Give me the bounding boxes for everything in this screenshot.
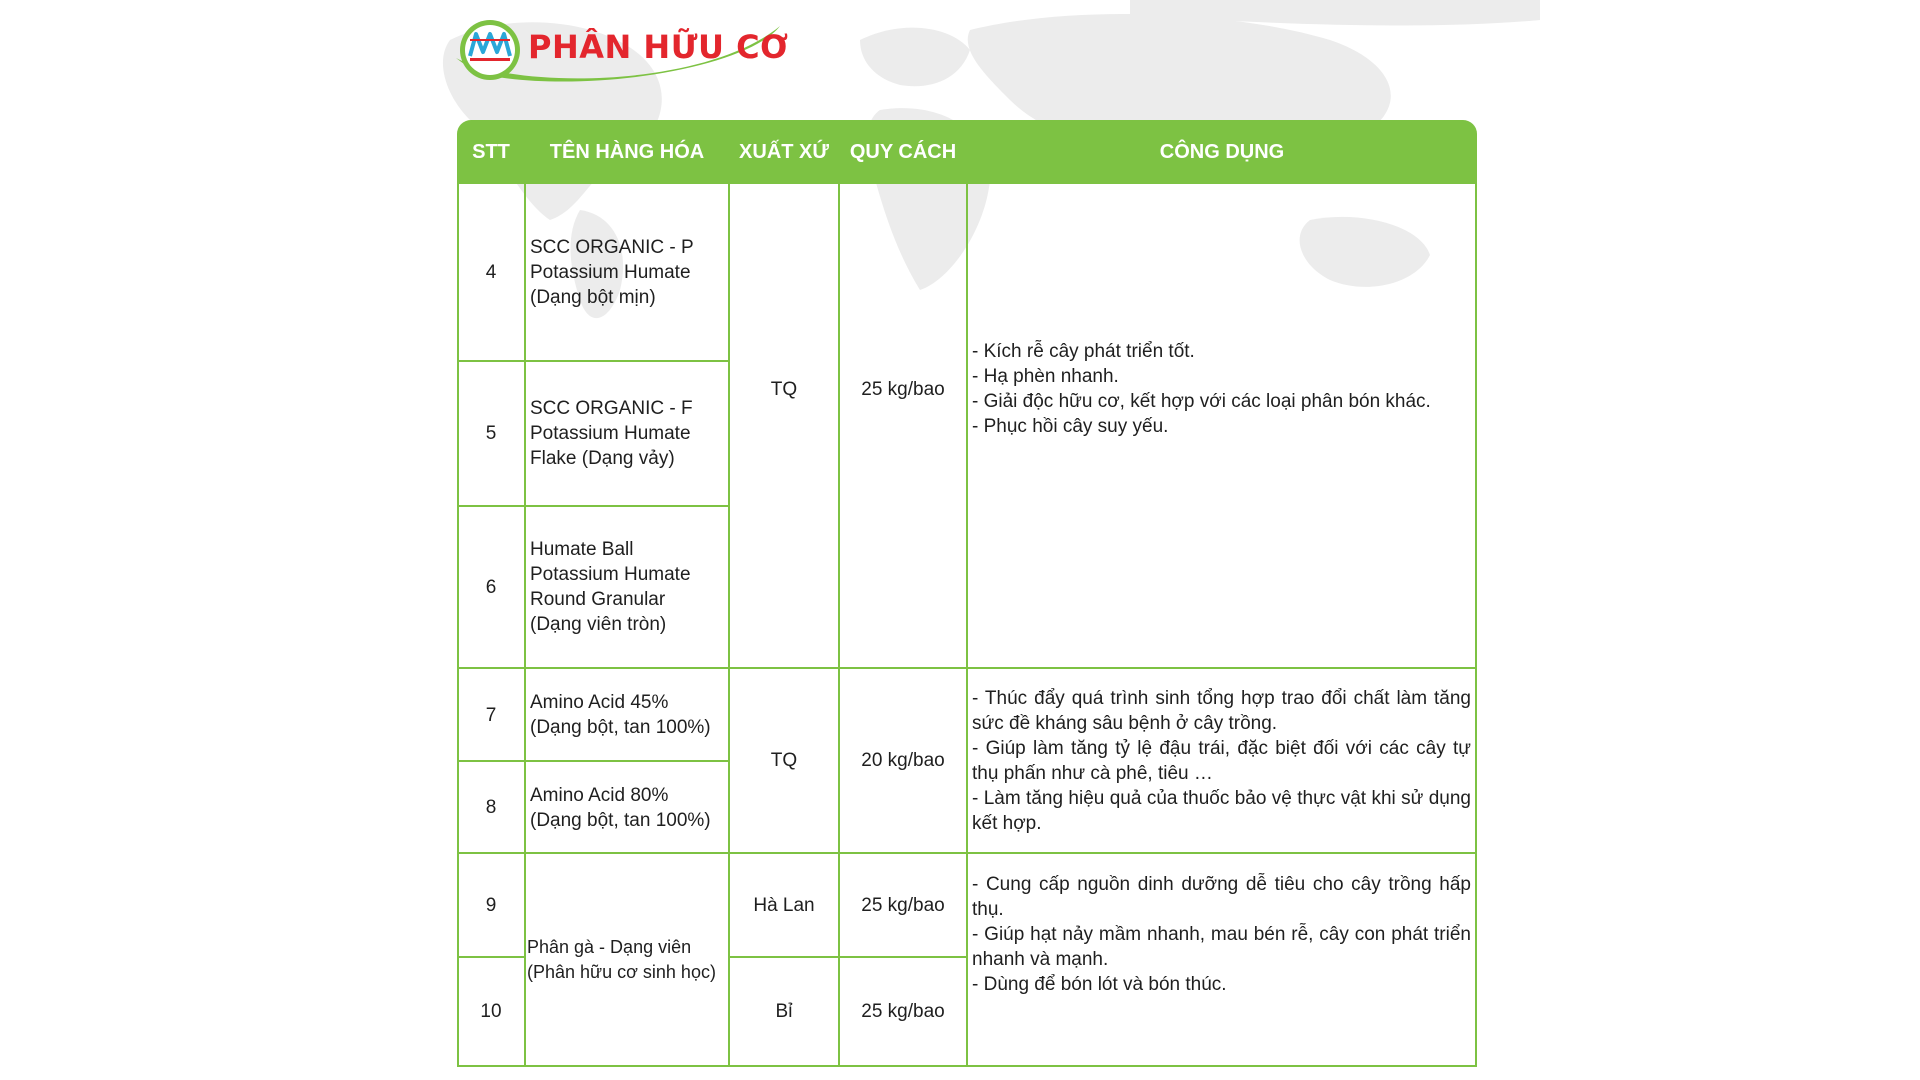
name-line: Amino Acid 45% xyxy=(530,692,669,713)
name-line: (Dạng bột mịn) xyxy=(530,287,656,308)
header-name: TÊN HÀNG HÓA xyxy=(549,140,705,163)
header-stt: STT xyxy=(472,140,510,163)
stt-cell: 5 xyxy=(485,423,497,444)
spec-cell: 25 kg/bao xyxy=(861,894,945,916)
usage-line: - Kích rễ cây phát triển tốt. xyxy=(972,341,1195,362)
product-table xyxy=(457,120,1477,1067)
table-header xyxy=(457,120,1477,184)
name-line: Potassium Humate xyxy=(530,262,691,283)
usage-line: - Giải độc hữu cơ, kết hợp với các loại phân bón khác. xyxy=(972,391,1431,412)
origin-cell: TQ xyxy=(770,750,798,771)
name-cell xyxy=(525,762,729,853)
name-line: Potassium Humate xyxy=(530,423,691,444)
name-line: Potassium Humate xyxy=(530,564,691,585)
usage-line: - Làm tăng hiệu quả của thuốc bảo vệ thực vật khi sử dụng kết hợp. xyxy=(972,787,1471,834)
origin-cell: TQ xyxy=(770,378,798,400)
usage-line: - Phục hồi cây suy yếu. xyxy=(972,416,1169,437)
origin-cell: Bỉ xyxy=(775,1001,793,1022)
name-line: SCC ORGANIC - F xyxy=(530,398,693,419)
header-usage: CÔNG DỤNG xyxy=(1159,140,1285,163)
usage-cell xyxy=(967,184,1477,594)
name-line: Flake (Dạng vảy) xyxy=(530,448,675,469)
header-origin: XUẤT XỨ xyxy=(739,140,829,163)
usage-line: - Cung cấp nguồn dinh dưỡng dễ tiêu cho cây trồng hấp thụ. xyxy=(972,873,1471,920)
name-line: Round Granular xyxy=(530,589,666,610)
stt-cell: 4 xyxy=(485,262,497,283)
usage-line: - Hạ phèn nhanh. xyxy=(972,366,1119,387)
spec-cell: 25 kg/bao xyxy=(861,1001,945,1022)
stt-cell: 10 xyxy=(480,1001,502,1022)
origin-cell: Hà Lan xyxy=(753,894,815,916)
usage-line: - Thúc đẩy quá trình sinh tổng hợp trao đổi chất làm tăng sức đề kháng sâu bệnh ở cây trồng. xyxy=(972,687,1471,734)
name-cell xyxy=(525,669,729,761)
spec-cell: 25 kg/bao xyxy=(861,378,945,400)
stt-cell: 9 xyxy=(485,894,497,916)
name-cell xyxy=(525,854,729,1065)
name-cell xyxy=(525,184,729,361)
name-line: SCC ORGANIC - P xyxy=(530,237,694,258)
name-line: Phân gà - Dạng viên xyxy=(527,936,692,957)
page-title: PHÂN HỮU CƠ xyxy=(528,28,789,66)
usage-cell xyxy=(967,854,1477,1014)
header-spec: QUY CÁCH xyxy=(849,140,957,163)
stt-cell: 8 xyxy=(485,797,497,818)
name-line: (Dạng viên tròn) xyxy=(530,614,667,635)
stt-cell: 7 xyxy=(485,704,497,726)
usage-line: - Giúp hạt nảy mầm nhanh, mau bén rễ, cây con phát triển nhanh và mạnh. xyxy=(972,923,1471,970)
usage-line: - Dùng để bón lót và bón thúc. xyxy=(972,973,1227,995)
name-line: Amino Acid 80% xyxy=(530,784,669,806)
name-line: Humate Ball xyxy=(530,539,634,560)
name-line: (Dạng bột, tan 100%) xyxy=(530,809,711,831)
name-line: (Phân hữu cơ sinh học) xyxy=(527,961,716,982)
usage-cell xyxy=(967,669,1477,852)
usage-line: - Giúp làm tăng tỷ lệ đậu trái, đặc biệt đối với các cây tự thụ phấn như cà phê, tiêu … xyxy=(972,737,1471,784)
name-cell xyxy=(525,506,729,668)
name-cell xyxy=(525,361,729,506)
name-line: (Dạng bột, tan 100%) xyxy=(530,717,711,738)
stt-cell: 6 xyxy=(485,576,497,598)
spec-cell: 20 kg/bao xyxy=(861,750,945,771)
